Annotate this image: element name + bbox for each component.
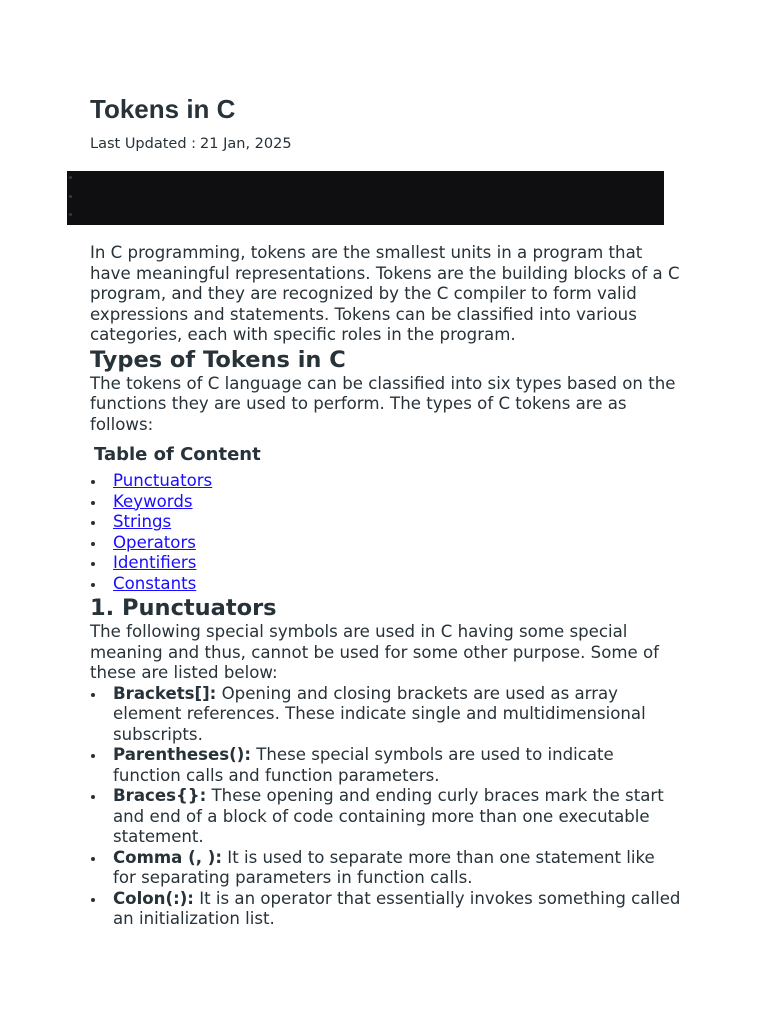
last-updated-label: Last Updated : [90,136,197,152]
punctuators-heading: 1. Punctuators [90,595,277,621]
punctuator-item [113,745,682,786]
punctuator-item [113,889,682,930]
toc-list [90,471,682,594]
types-heading: Types of Tokens in C [90,346,346,373]
toc-item [113,553,682,574]
punctuator-term: Colon(:): [113,888,194,908]
toc-link-punctuators[interactable]: Punctuators [113,471,213,490]
punctuator-desc: These opening and ending curly braces mark the start and end of a block of code containing more than one executable statement. [113,786,664,846]
punctuator-item [113,848,682,889]
toc-link-strings[interactable]: Strings [113,512,172,531]
video-player[interactable] [67,171,664,225]
punctuator-desc: These special symbols are used to indicate function calls and function parameters. [113,745,614,785]
toc-link-identifiers[interactable]: Identifiers [113,553,197,572]
toc-title: Table of Content [94,444,261,465]
video-control-dot [69,176,72,179]
punctuator-item [113,786,682,848]
punctuator-item [113,684,682,746]
toc-link-operators[interactable]: Operators [113,532,196,552]
intro-paragraph: In C programming, tokens are the smallest units in a program that have meaningful representations. Tokens are the building blocks of a C program, and they are recognized by the C compiler to form valid expressions and statements. Tokens can be classified into various categories, each with specific roles in the program. [90,243,680,344]
toc-item [113,533,682,554]
toc-link-constants[interactable]: Constants [113,573,197,593]
punctuator-desc: It is an operator that essentially invokes something called an initialization list. [113,888,681,928]
toc-link-keywords[interactable]: Keywords [113,491,193,511]
punctuator-term: Brackets[]: [113,683,217,703]
toc-item [113,512,682,533]
toc-item [113,574,682,595]
page-title: Tokens in C [90,94,236,124]
punctuator-desc: Opening and closing brackets are used as array element references. These indicate single and multidimensional subscripts. [113,683,646,744]
punctuator-term: Comma (, ): [113,847,223,867]
punctuator-term: Parentheses(): [113,745,251,764]
article-body [90,243,682,930]
punctuator-term: Braces{}: [113,786,207,805]
punctuators-list [90,684,682,930]
video-control-dot [69,213,72,216]
punctuators-intro: The following special symbols are used in C having some special meaning and thus, cannot be used for some other purpose. Some of these are listed below: [90,622,659,682]
toc-item [113,471,682,492]
types-paragraph: The tokens of C language can be classified into six types based on the functions they are used to perform. The types of C tokens are as follows: [90,373,676,434]
last-updated-date: 21 Jan, 2025 [200,136,292,152]
punctuator-desc: It is used to separate more than one statement like for separating parameters in function calls. [113,847,655,887]
toc-item [113,492,682,513]
last-updated [90,134,292,154]
video-control-dot [69,195,72,198]
